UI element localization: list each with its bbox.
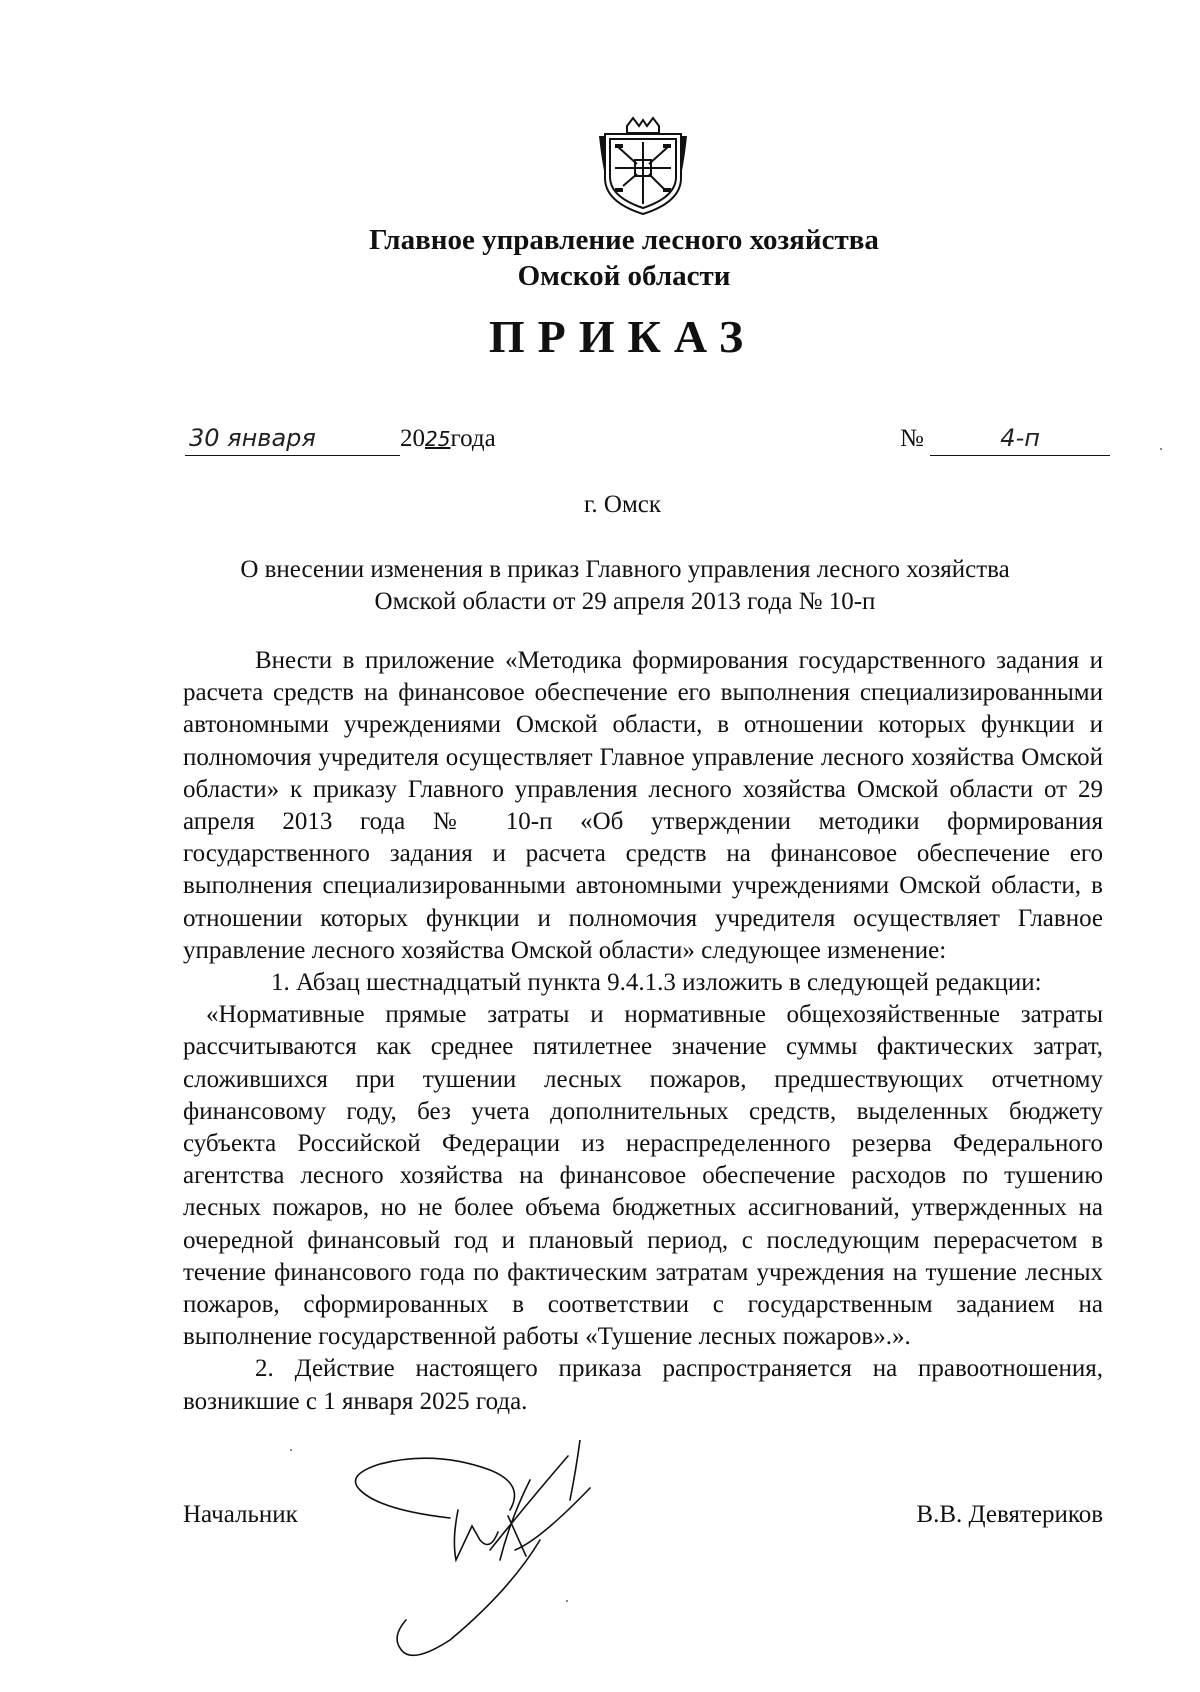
subject-line-2: Омской области от 29 апреля 2013 года № 10-п bbox=[374, 588, 876, 615]
year bbox=[400, 425, 496, 453]
body-item-2: 2. Действие настоящего приказа распространяется на правоотношения, возникшие с 1 января 2025 года. bbox=[183, 1355, 1103, 1415]
date-field bbox=[185, 424, 496, 456]
handwritten-signature-icon bbox=[340, 1440, 640, 1670]
org-line-1: Главное управление лесного хозяйства bbox=[369, 224, 879, 256]
date-underline bbox=[185, 424, 400, 456]
coat-of-arms-icon bbox=[597, 116, 689, 216]
scan-speck bbox=[290, 1449, 292, 1451]
org-line-2: Омской области bbox=[517, 260, 731, 292]
handwritten-number: 4-п bbox=[1000, 424, 1040, 452]
handwritten-date: 30 января bbox=[189, 424, 316, 452]
signer-name: В.В. Девятериков bbox=[916, 1501, 1103, 1528]
order-body bbox=[183, 645, 1103, 1418]
document-type-title: ПРИКАЗ bbox=[488, 311, 757, 362]
order-subject bbox=[0, 554, 1200, 618]
order-number-field bbox=[900, 424, 1110, 456]
handwritten-year: 25 bbox=[425, 427, 451, 451]
subject-line-1: О внесении изменения в приказ Главного управления лесного хозяйства bbox=[240, 556, 1010, 583]
body-quote: «Нормативные прямые затраты и нормативные общехозяйственные затраты рассчитываются как среднее пятилетнее значение суммы фактических затрат, сложившихся при тушении лесных пожаров, предшествующих отчетному финансовому году, без учета дополнительных средств, выделенных бюджету субъекта Российской Федерации из нераспределенного резерва Федерального агентства лесного хозяйства на финансовое обеспечение расходов по тушению лесных пожаров, но не более объема бюджетных ассигнований, утвержденных на очередной финансовый год и плановый период, с последующим перерасчетом в течение финансового года по фактическим затратам учреждения на тушение лесных пожаров, сформированных в соответствии с государственным заданием на выполнение государственной работы «Тушение лесных пожаров».». bbox=[183, 1001, 1103, 1351]
body-item-1: 1. Абзац шестнадцатый пункта 9.4.1.3 изложить в следующей редакции: bbox=[271, 969, 1042, 997]
number-underline bbox=[930, 424, 1110, 456]
year-suffix: года bbox=[450, 425, 496, 452]
number-label: № bbox=[900, 425, 924, 452]
city: г. Омск bbox=[583, 491, 662, 518]
signer-position: Начальник bbox=[183, 1501, 298, 1528]
scan-speck bbox=[1160, 448, 1162, 450]
body-paragraph-1: Внести в приложение «Методика формирования государственного задания и расчета средств на финансовое обеспечение его выполнения специализированными автономными учреждениями Омской области, в отношении которых функции и полномочия учредителя осуществляет Главное управление лесного хозяйства Омской области» к приказу Главного управления лесного хозяйства Омской области от 29 апреля 2013 года № 10-п «Об утверждении методики формирования государственного задания и расчета средств на финансовое обеспечение его выполнения специализированными автономными учреждениями Омской области, в отношении которых функции и полномочия учредителя осуществляет Главное управление лесного хозяйства Омской области» следующее изменение: bbox=[183, 647, 1103, 964]
scan-speck bbox=[566, 1600, 568, 1602]
organization-name bbox=[0, 222, 1200, 294]
year-prefix: 20 bbox=[400, 425, 425, 452]
